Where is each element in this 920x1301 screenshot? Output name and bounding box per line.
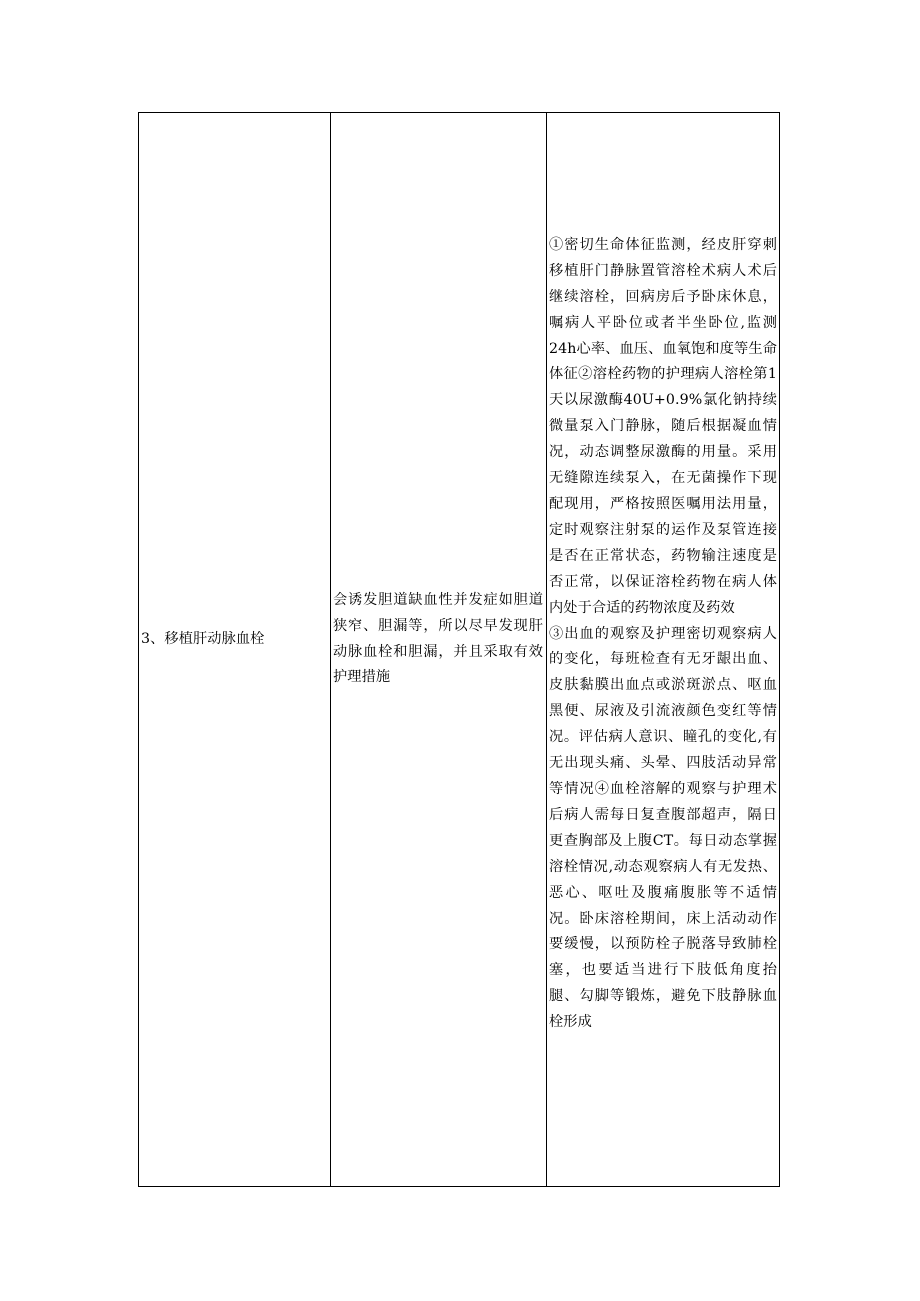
risk-cell xyxy=(331,113,547,1186)
item-text: 3、移植肝动脉血栓 xyxy=(141,630,265,647)
item-cell xyxy=(139,113,331,1186)
care-text xyxy=(549,233,777,1036)
care-paragraph-2: ③出血的观察及护理密切观察病人的变化，每班检查有无牙龈出血、皮肤黏膜出血点或淤斑淤点、呕血黑便、尿液及引流液颜色变红等情况。评估病人意识、瞳孔的变化,有无出现头痛、头晕、四肢活动异常等情况④血栓溶解的观察与护理术后病人需每日复查腹部超声，隔日更查胸部及上腹CT。每日动态掌握溶栓情况,动态观察病人有无发热、恶心、呕吐及腹痛腹胀等不适情况。卧床溶栓期间，床上活动动作要缓慢，以预防栓子脱落导致肺栓塞，也要适当进行下肢低角度抬腿、勾脚等锻炼，避免下肢静脉血栓形成 xyxy=(549,625,777,1031)
care-paragraph-1: ①密切生命体征监测，经皮肝穿刺移植肝门静脉置管溶栓术病人术后继续溶栓，回病房后予卧床休息，嘱病人平卧位或者半坐卧位,监测24h心率、血压、血氧饱和度等生命体征②溶栓药物的护理病人溶栓第1天以尿激酶40U+0.9%氯化钠持续微量泵入门静脉，随后根据凝血情况，动态调整尿激酶的用量。采用无缝隙连续泵入，在无菌操作下现配现用，严格按照医嘱用法用量，定时观察注射泵的运作及泵管连接是否在正常状态，药物输注速度是否正常，以保证溶栓药物在病人体内处于合适的药物浓度及药效 xyxy=(549,236,777,616)
care-cell xyxy=(547,113,779,1186)
nursing-table xyxy=(138,112,780,1187)
risk-text: 会诱发胆道缺血性并发症如胆道狭窄、胆漏等，所以尽早发现肝动脉血栓和胆漏，并且采取有效护理措施 xyxy=(333,591,543,686)
